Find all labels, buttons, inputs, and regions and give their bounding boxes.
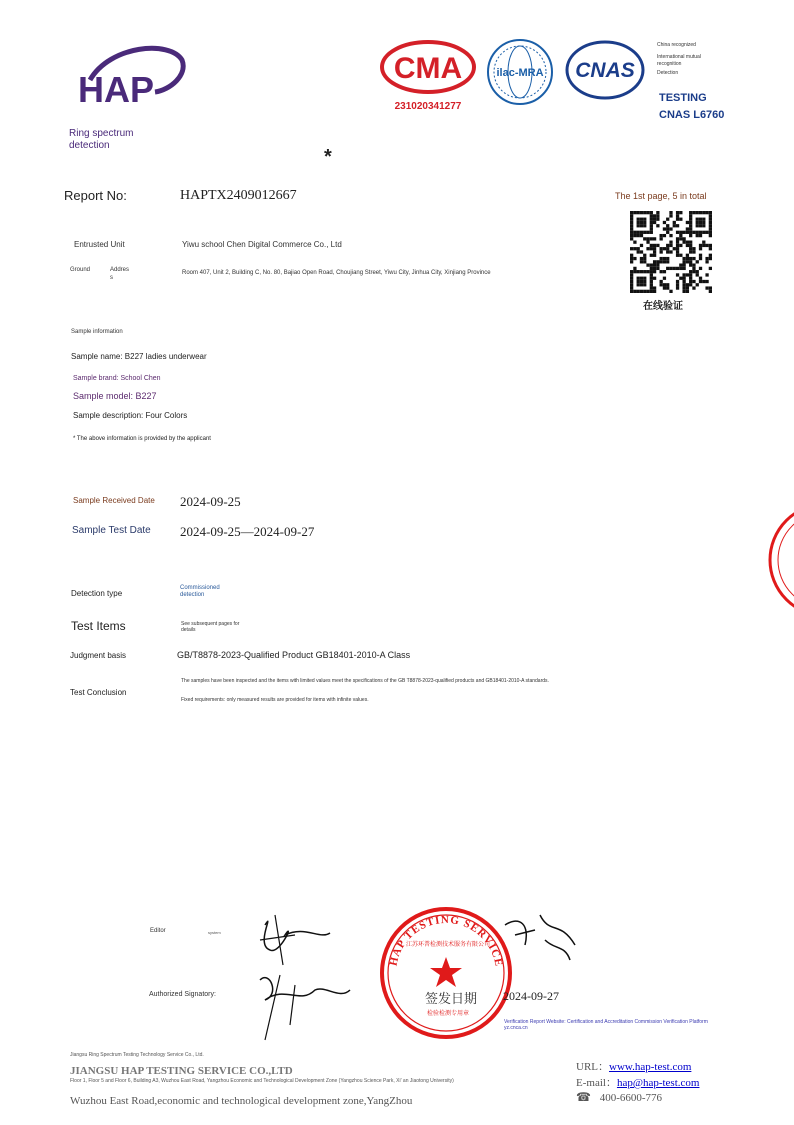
- asterisk: *: [324, 146, 332, 168]
- email-row: [576, 1074, 699, 1090]
- cnas-badge: [565, 40, 645, 100]
- verify-online-label: 在线验证: [643, 301, 683, 312]
- logo-subtitle: Ring spectrum detection: [69, 128, 134, 151]
- cma-text: CMA: [393, 52, 463, 85]
- note-international: International mutual recognition: [657, 54, 701, 67]
- testing-label: TESTING: [659, 92, 707, 104]
- test-items-value: See subsequent pages for details: [181, 621, 240, 633]
- ilac-globe-icon: [486, 38, 554, 106]
- url-row: [576, 1058, 691, 1074]
- footer-company-en: JIANGSU HAP TESTING SERVICE CO.,LTD: [70, 1065, 293, 1077]
- judgment-basis-label: Judgment basis: [70, 651, 127, 660]
- issue-date-value: 2024-09-27: [503, 989, 559, 1003]
- handwritten-signatures: [245, 905, 355, 1045]
- entrusted-label: Entrusted Unit: [74, 240, 125, 249]
- judgment-basis-value: GB/T8878-2023-Qualified Product GB18401-2010-A Class: [177, 650, 411, 660]
- sample-description: Sample description: Four Colors: [73, 411, 188, 420]
- ilac-badge: [486, 38, 554, 106]
- edge-seal-stamp: [766, 500, 794, 620]
- conclusion-line-2: Fixed requirements: only measured results are provided for items with infinite values.: [181, 697, 369, 703]
- entrusted-value: Yiwu school Chen Digital Commerce Co., Ltd: [182, 240, 342, 249]
- url-link[interactable]: www.hap-test.com: [609, 1061, 692, 1073]
- received-value: 2024-09-25: [180, 494, 241, 509]
- conclusion-line-1: The samples have been inspected and the items with limited values meet the specifications of the GB T8878-2023-qualified products and GB18401-2010-A standards.: [181, 678, 549, 684]
- phone-icon: ☎: [576, 1090, 591, 1104]
- stamp-star-icon: [430, 957, 462, 987]
- note-china: China recognized: [657, 42, 696, 48]
- cnas-number: CNAS L6760: [659, 109, 725, 121]
- cma-number: 231020341277: [394, 101, 462, 112]
- test-date-value: 2024-09-25—2024-09-27: [180, 524, 315, 539]
- test-items-label: Test Items: [71, 619, 126, 633]
- detection-type-label: Detection type: [71, 589, 123, 598]
- verify-site: Verification Report Website: Certification and Accreditation Commission Verification Platform yz.cnca.cn: [504, 1019, 708, 1031]
- cma-badge: [380, 40, 476, 110]
- editor-label: Editor: [150, 928, 166, 934]
- report-no-value: HAPTX2409012667: [180, 188, 297, 203]
- report-no-label: Report No:: [64, 188, 127, 203]
- footer-address-2: Wuzhou East Road,economic and technological development zone,YangZhou: [70, 1095, 413, 1107]
- detection-type-value: Commissioned detection: [180, 585, 220, 598]
- stamp-chinese-name: 江苏环普检测技术服务有限公司: [405, 942, 490, 948]
- hap-logo-mark: [70, 40, 190, 110]
- qr-code-icon: [630, 211, 712, 293]
- signatory-label: Authorized Signatory:: [149, 991, 216, 998]
- cnas-text: CNAS: [575, 59, 635, 82]
- applicant-note: * The above information is provided by the applicant: [73, 436, 211, 442]
- address-value: Room 407, Unit 2, Building C, No. 80, Bajiao Open Road, Choujiang Street, Yiwu City, Jinhua City, Xinjiang Province: [182, 270, 491, 276]
- test-date-label: Sample Test Date: [72, 525, 151, 536]
- editor-system: system: [208, 930, 221, 935]
- test-conclusion-label: Test Conclusion: [70, 688, 127, 697]
- ground-label: Ground: [70, 267, 91, 273]
- accreditation-notes: [657, 42, 737, 77]
- email-label: E-mail：: [576, 1077, 617, 1089]
- stamp-subtitle: 检验检测专用章: [426, 1011, 469, 1017]
- edge-seal: [766, 500, 794, 620]
- email-link[interactable]: hap@hap-test.com: [616, 1077, 700, 1089]
- sample-model: Sample model: B227: [73, 391, 157, 401]
- ilac-text: ilac-MRA: [496, 67, 544, 79]
- official-stamp-seal: [378, 905, 514, 1041]
- phone-number: 400-6600-776: [599, 1092, 663, 1104]
- cnas-logo-icon: [565, 40, 645, 100]
- logo-text: HAP: [78, 69, 155, 110]
- stamp-ring-text: HAP TESTING SERVICE: [387, 913, 505, 968]
- note-detection: Detection: [657, 70, 679, 76]
- official-stamp: [378, 905, 514, 1041]
- address-label: Address: [110, 267, 130, 281]
- sample-name: Sample name: B227 ladies underwear: [71, 352, 207, 361]
- sample-brand: Sample brand: School Chen: [73, 375, 161, 382]
- footer-address-1: Floor 1, Floor 5 and Floor 6, Building A3, Wuzhou East Road, Yangzhou Economic and Technological Development Zone (Yangzhou Science Park, Xi' an Jiaotong University): [70, 1078, 454, 1084]
- footer-company-cn: Jiangsu Ring Spectrum Testing Technology Service Co., Ltd.: [70, 1052, 204, 1058]
- url-label: URL：: [576, 1061, 609, 1073]
- sample-section-label: Sample information: [71, 329, 123, 335]
- phone-row: [576, 1090, 662, 1105]
- page-info: The 1st page, 5 in total: [615, 191, 707, 201]
- received-label: Sample Received Date: [73, 496, 155, 505]
- qr-code[interactable]: [630, 211, 712, 293]
- issue-date-label: 签发日期: [425, 991, 478, 1006]
- cma-logo-icon: [380, 40, 476, 94]
- hap-logo: [70, 40, 190, 130]
